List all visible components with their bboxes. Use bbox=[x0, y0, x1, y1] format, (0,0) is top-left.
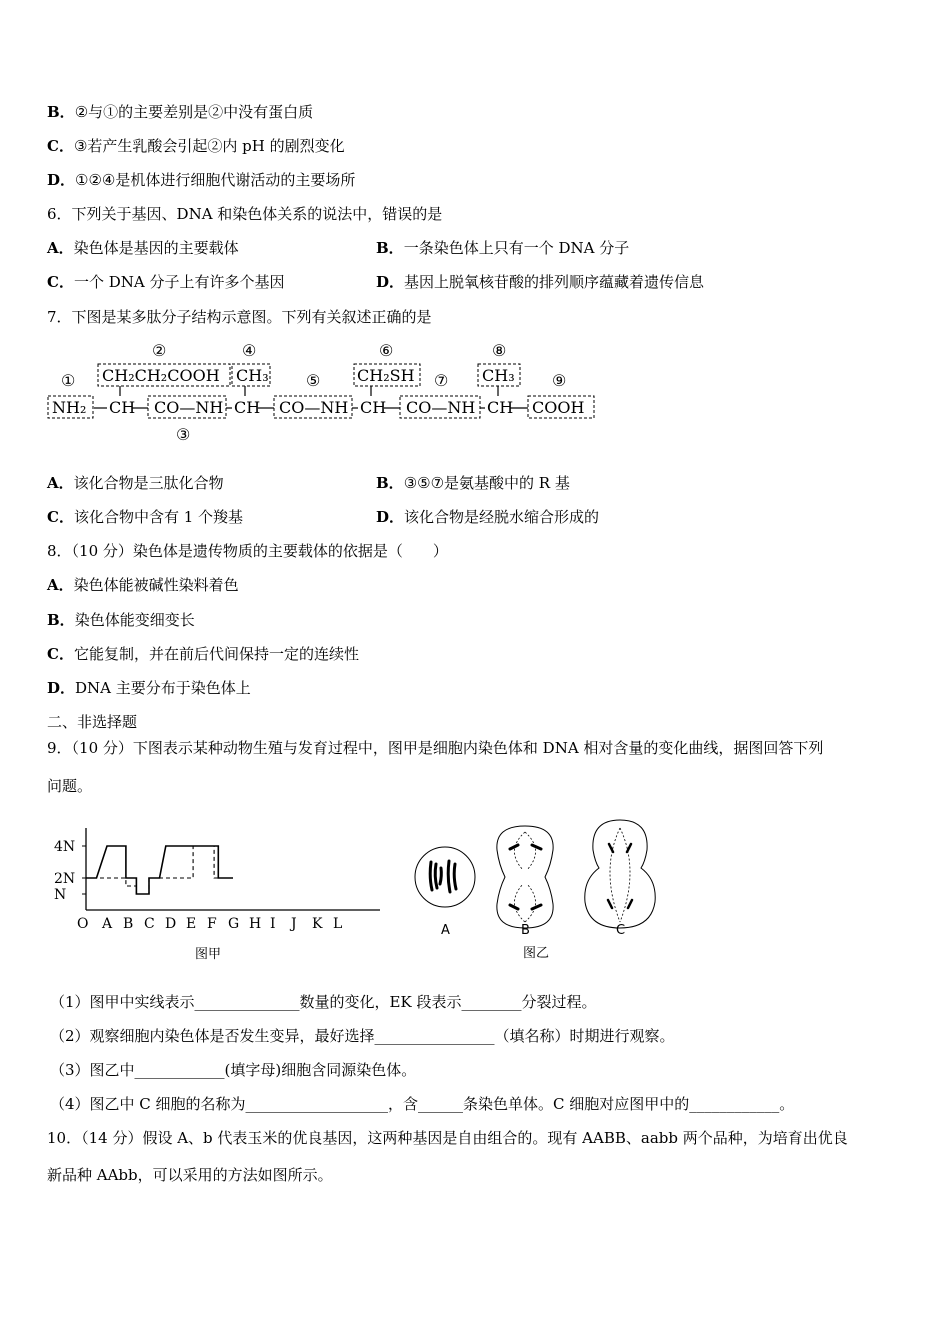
chain-ch-3: CH bbox=[360, 398, 387, 417]
chain-ch-1: CH bbox=[109, 398, 136, 417]
cell-c bbox=[585, 820, 655, 938]
cell-label-b: B bbox=[521, 923, 530, 938]
x-tick-label: C bbox=[144, 916, 155, 932]
x-tick-label: K bbox=[312, 916, 323, 932]
q6-option-b: B．一条染色体上只有一个 DNA 分子 bbox=[376, 239, 630, 257]
chart-caption: 图甲 bbox=[195, 947, 222, 962]
x-tick-label: J bbox=[291, 916, 297, 932]
x-tick-label: A bbox=[102, 916, 113, 932]
group-ch3-a: CH₃ bbox=[236, 366, 269, 385]
cell-b bbox=[497, 826, 553, 938]
cell-a bbox=[415, 847, 475, 938]
group-cooh: COOH bbox=[532, 398, 585, 417]
y-tick-label: N bbox=[54, 887, 67, 903]
q9-stem-line1: 9．（10 分）下图表示某种动物生殖与发育过程中，图甲是细胞内染色体和 DNA 相对含量的变化曲线，据图回答下列 bbox=[47, 739, 824, 757]
num-5: ⑤ bbox=[306, 371, 321, 390]
x-tick-label: I bbox=[270, 916, 276, 932]
x-tick-label: D bbox=[165, 916, 177, 932]
x-tick-label: E bbox=[186, 916, 197, 932]
q5-option-b: B．②与①的主要差别是②中没有蛋白质 bbox=[47, 103, 314, 121]
series-solid bbox=[86, 846, 233, 894]
q7-option-a: A．该化合物是三肽化合物 bbox=[47, 474, 224, 492]
group-ch2sh: CH₂SH bbox=[357, 366, 415, 385]
q7-option-d: D．该化合物是经脱水缩合形成的 bbox=[376, 508, 600, 526]
q7-option-b: B．③⑤⑦是氨基酸中的 R 基 bbox=[376, 474, 570, 492]
y-tick-label: 4N bbox=[54, 839, 76, 855]
group-ch3-b: CH₃ bbox=[482, 366, 515, 385]
num-8: ⑧ bbox=[492, 341, 507, 360]
q9-part-3: （3）图乙中____________(填字母)细胞含同源染色体。 bbox=[50, 1061, 417, 1079]
polypeptide-structure-diagram bbox=[44, 336, 604, 448]
q6-option-c: C．一个 DNA 分子上有许多个基因 bbox=[47, 273, 285, 291]
peptide-bond-3: CO—NH bbox=[406, 398, 476, 417]
group-nh2: NH₂ bbox=[52, 398, 87, 417]
num-6: ⑥ bbox=[379, 341, 394, 360]
q6-stem: 6．下列关于基因、DNA 和染色体关系的说法中，错误的是 bbox=[47, 205, 443, 223]
q5-option-c: C．③若产生乳酸会引起②内 pH 的剧烈变化 bbox=[47, 137, 345, 155]
x-tick-label: L bbox=[333, 916, 343, 932]
x-tick-label: O bbox=[77, 916, 89, 932]
q8-option-a: A．染色体能被碱性染料着色 bbox=[47, 576, 239, 594]
x-tick-label: G bbox=[228, 916, 240, 932]
num-9: ⑨ bbox=[552, 371, 567, 390]
q6-option-a: A．染色体是基因的主要载体 bbox=[47, 239, 239, 257]
chromosome-dna-chart bbox=[50, 818, 390, 968]
q10-stem-line2: 新品种 AAbb，可以采用的方法如图所示。 bbox=[47, 1166, 333, 1184]
q8-option-b: B．染色体能变细变长 bbox=[47, 611, 195, 629]
num-4: ④ bbox=[242, 341, 257, 360]
q6-option-d: D．基因上脱氧核苷酸的排列顺序蕴藏着遗传信息 bbox=[376, 273, 705, 291]
chain-ch-2: CH bbox=[234, 398, 261, 417]
q7-option-c: C．该化合物中含有 1 个羧基 bbox=[47, 508, 244, 526]
num-3: ③ bbox=[176, 425, 191, 444]
group-ch2ch2cooh: CH₂CH₂COOH bbox=[102, 366, 220, 385]
peptide-bond-2: CO—NH bbox=[279, 398, 349, 417]
x-tick-label: B bbox=[123, 916, 134, 932]
q8-stem: 8．（10 分）染色体是遗传物质的主要载体的依据是（ ） bbox=[47, 542, 448, 560]
peptide-bond-1: CO—NH bbox=[154, 398, 224, 417]
q9-part-4: （4）图乙中 C 细胞的名称为___________________，含______条染色单体。C 细胞对应图甲中的____________。 bbox=[50, 1095, 795, 1113]
q8-option-c: C．它能复制，并在前后代间保持一定的连续性 bbox=[47, 645, 359, 663]
q9-part-2: （2）观察细胞内染色体是否发生变异，最好选择________________（填名称）时期进行观察。 bbox=[50, 1027, 675, 1045]
cell-label-a: A bbox=[441, 923, 450, 938]
num-1: ① bbox=[61, 371, 76, 390]
x-tick-label: F bbox=[207, 916, 217, 932]
figure-yi-caption: 图乙 bbox=[523, 946, 550, 961]
num-7: ⑦ bbox=[434, 371, 449, 390]
cell-label-c: C bbox=[616, 923, 626, 938]
section-heading: 二、非选择题 bbox=[47, 713, 138, 731]
q10-stem-line1: 10．（14 分）假设 A、b 代表玉米的优良基因，这两种基因是自由组合的。现有 AABB、aabb 两个品种，为培育出优良 bbox=[47, 1129, 848, 1147]
x-tick-label: H bbox=[249, 916, 262, 932]
chain-ch-4: CH bbox=[487, 398, 514, 417]
y-tick-label: 2N bbox=[54, 871, 76, 887]
q5-option-d: D．①②④是机体进行细胞代谢活动的主要场所 bbox=[47, 171, 356, 189]
q7-stem: 7．下图是某多肽分子结构示意图。下列有关叙述正确的是 bbox=[47, 308, 432, 326]
q8-option-d: D．DNA 主要分布于染色体上 bbox=[47, 679, 251, 697]
num-2: ② bbox=[152, 341, 167, 360]
cell-division-figure bbox=[405, 810, 675, 970]
series-dashed bbox=[86, 846, 233, 894]
q9-stem-line2: 问题。 bbox=[47, 777, 93, 795]
q9-part-1: （1）图甲中实线表示______________数量的变化，EK 段表示________分裂过程。 bbox=[50, 993, 597, 1011]
